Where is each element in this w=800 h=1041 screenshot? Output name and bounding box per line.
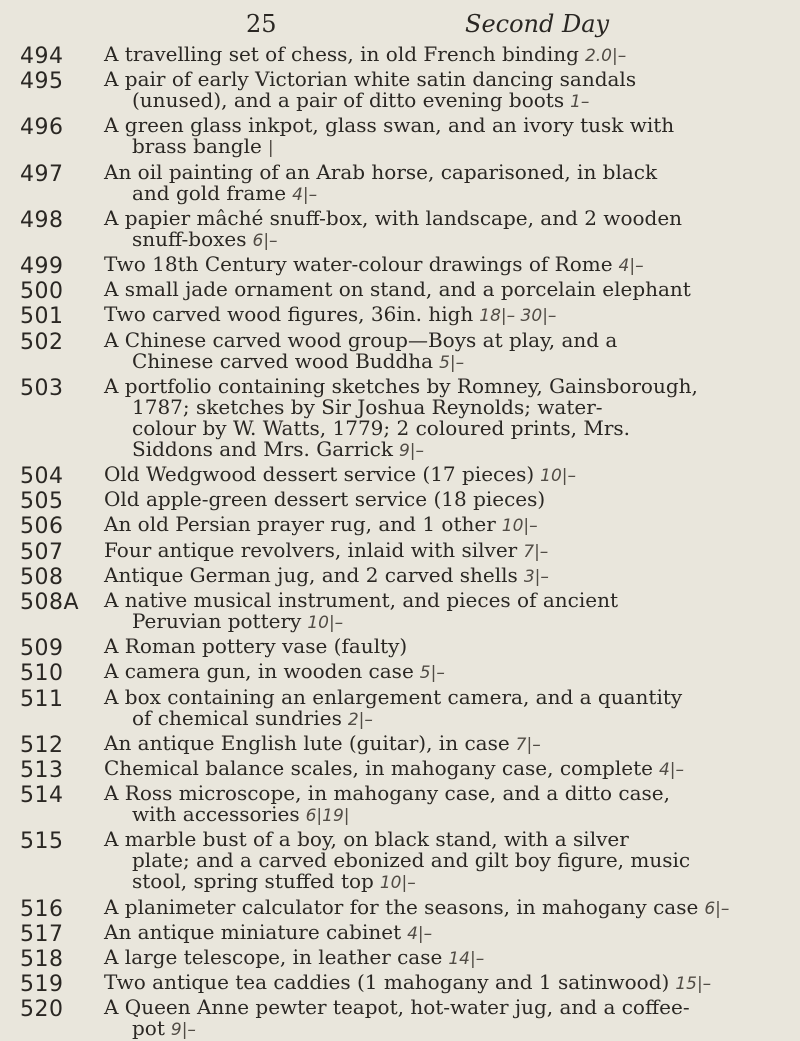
lot-description bbox=[104, 537, 784, 563]
lot-description-line: A Ross microscope, in mahogany case, and a ditto case, bbox=[104, 781, 670, 806]
lot-description-line: A papier mâché snuff-box, with landscape, and 2 wooden bbox=[104, 205, 683, 230]
lot-description-line: Siddons and Mrs. Garrick 9|– bbox=[132, 436, 425, 461]
lot-description-line: 1787; sketches by Sir Joshua Reynolds; water- bbox=[132, 394, 603, 419]
handwritten-price-note: 9|– bbox=[398, 440, 425, 461]
lot-description-line: colour by W. Watts, 1779; 2 coloured prints, Mrs. bbox=[132, 415, 631, 440]
lot-description-line: Two 18th Century water-colour drawings of Rome 4|– bbox=[104, 252, 644, 276]
lot-description-line: An antique miniature cabinet 4|– bbox=[104, 919, 433, 944]
lot-description bbox=[104, 684, 784, 731]
lot-description-line: Old apple-green dessert service (18 pieces) bbox=[104, 487, 546, 512]
running-title: Second Day bbox=[465, 10, 610, 38]
lot-number: 501 bbox=[20, 304, 64, 330]
lot-description-line: An old Persian prayer rug, and 1 other 10|– bbox=[104, 512, 538, 537]
handwritten-price-note: 4|– bbox=[407, 923, 433, 944]
handwritten-price-note: 14|– bbox=[448, 949, 485, 969]
lot-description bbox=[104, 562, 784, 588]
lot-number: 494 bbox=[20, 44, 64, 69]
handwritten-price-note: 2|– bbox=[347, 709, 373, 730]
lot-number: 511 bbox=[20, 686, 64, 712]
lot-description bbox=[104, 279, 784, 300]
lot-description bbox=[104, 894, 784, 920]
lot-description bbox=[104, 159, 784, 206]
lot-description bbox=[104, 829, 784, 894]
lot-description bbox=[104, 783, 784, 827]
lot-number: 500 bbox=[20, 279, 64, 305]
lot-description-line: (unused), and a pair of ditto evening boots 1– bbox=[132, 88, 590, 113]
handwritten-price-note: 4|– bbox=[618, 256, 644, 276]
lot-number: 495 bbox=[20, 69, 64, 95]
lot-number: 509 bbox=[20, 636, 64, 662]
handwritten-price-note: 5|– bbox=[439, 352, 465, 373]
handwritten-price-note: | bbox=[267, 138, 274, 159]
lot-description-line: Antique German jug, and 2 carved shells 3|– bbox=[104, 562, 549, 587]
lot-description-line: Four antique revolvers, inlaid with silver 7|– bbox=[104, 537, 549, 562]
handwritten-price-note: 10|– bbox=[379, 873, 416, 894]
handwritten-price-note: 6|– bbox=[704, 898, 730, 919]
lot-description-line: of chemical sundries 2|– bbox=[132, 705, 373, 730]
lot-description-line: snuff-boxes 6|– bbox=[132, 226, 278, 251]
lot-description bbox=[104, 205, 784, 252]
lot-description-line: A pair of early Victorian white satin dancing sandals bbox=[104, 67, 637, 92]
lot-description bbox=[104, 947, 784, 970]
lot-number: 507 bbox=[20, 539, 64, 565]
page-number: 25 bbox=[246, 10, 277, 38]
handwritten-price-note: 4|– bbox=[292, 184, 318, 205]
lot-description-line: plate; and a carved ebonized and gilt boy figure, music bbox=[132, 848, 691, 873]
lot-number: 508A bbox=[20, 590, 80, 615]
lot-number: 517 bbox=[20, 921, 64, 947]
lot-description-line: A camera gun, in wooden case 5|– bbox=[104, 659, 445, 684]
handwritten-price-note: 15|– bbox=[675, 974, 712, 995]
lot-description bbox=[104, 254, 784, 277]
lot-description bbox=[104, 327, 784, 374]
handwritten-price-note: 6|– bbox=[252, 230, 278, 251]
lot-number: 497 bbox=[20, 161, 64, 187]
lot-description-line: Peruvian pottery 10|– bbox=[132, 609, 344, 633]
lot-number: 496 bbox=[20, 115, 64, 141]
lot-description-line: A green glass inkpot, glass swan, and an ivory tusk with bbox=[104, 113, 675, 138]
lot-description bbox=[104, 997, 784, 1041]
lot-number: 498 bbox=[20, 207, 64, 233]
lot-number: 516 bbox=[20, 896, 64, 922]
handwritten-price-note: 18|– 30|– bbox=[479, 306, 557, 327]
lot-number: 512 bbox=[20, 732, 64, 758]
handwritten-price-note: 1– bbox=[570, 92, 590, 113]
lot-description-line: A box containing an enlargement camera, and a quantity bbox=[104, 684, 683, 709]
handwritten-price-note: 3|– bbox=[523, 566, 549, 587]
handwritten-price-note: 7|– bbox=[523, 541, 549, 562]
lot-description bbox=[104, 590, 784, 634]
lot-description bbox=[104, 730, 784, 756]
lot-description-line: A travelling set of chess, in old French binding 2.0|– bbox=[104, 42, 627, 66]
lot-number: 510 bbox=[20, 661, 64, 687]
lot-description bbox=[104, 464, 784, 487]
handwritten-price-note: 10|– bbox=[501, 516, 538, 537]
lot-number: 499 bbox=[20, 254, 64, 279]
handwritten-price-note: 5|– bbox=[419, 663, 445, 684]
lot-description-line: A planimeter calculator for the seasons, in mahogany case 6|– bbox=[104, 894, 730, 919]
lot-description-line: with accessories 6|19| bbox=[132, 802, 350, 827]
lot-description bbox=[104, 972, 784, 995]
lot-description-line: Chemical balance scales, in mahogany case, complete 4|– bbox=[104, 756, 684, 780]
lot-number: 513 bbox=[20, 758, 64, 783]
lot-description-line: A marble bust of a boy, on black stand, with a silver bbox=[104, 827, 629, 852]
lot-number: 502 bbox=[20, 329, 64, 355]
handwritten-price-note: 7|– bbox=[515, 734, 541, 755]
handwritten-price-note: 2.0|– bbox=[584, 46, 627, 66]
lot-number: 505 bbox=[20, 489, 64, 515]
lot-description-line: A small jade ornament on stand, and a porcelain elephant bbox=[104, 277, 691, 302]
lot-description-line: A Roman pottery vase (faulty) bbox=[104, 634, 408, 659]
lot-number: 518 bbox=[20, 947, 64, 972]
lot-description-line: A Chinese carved wood group—Boys at play, and a bbox=[104, 327, 618, 352]
lot-description-line: stool, spring stuffed top 10|– bbox=[132, 869, 416, 894]
lot-number: 519 bbox=[20, 972, 64, 998]
lot-description-line: brass bangle | bbox=[132, 134, 274, 159]
handwritten-price-note: 10|– bbox=[307, 613, 344, 633]
lot-number: 514 bbox=[20, 783, 64, 809]
lot-description bbox=[104, 44, 784, 67]
lot-description-line: Two antique tea caddies (1 mahogany and 1 satinwood) 15|– bbox=[104, 970, 712, 995]
lot-description-line: An oil painting of an Arab horse, caparisoned, in black bbox=[104, 159, 658, 184]
lot-number: 520 bbox=[20, 997, 64, 1023]
lot-description-line: A large telescope, in leather case 14|– bbox=[104, 945, 485, 969]
lot-description bbox=[104, 919, 784, 945]
handwritten-price-note: 10|– bbox=[540, 466, 576, 486]
lot-description bbox=[104, 304, 784, 327]
lot-description-line: A Queen Anne pewter teapot, hot-water jug, and a coffee- bbox=[104, 995, 690, 1020]
lot-description-line: Two carved wood figures, 36in. high 18|– 30|– bbox=[104, 302, 557, 327]
lot-description bbox=[104, 636, 784, 657]
lot-description bbox=[104, 69, 784, 113]
lot-description bbox=[104, 514, 784, 537]
lot-description bbox=[104, 115, 784, 159]
lot-description-line: A portfolio containing sketches by Romney, Gainsborough, bbox=[104, 373, 698, 398]
page-header bbox=[0, 4, 800, 44]
lot-description-line: An antique English lute (guitar), in case 7|– bbox=[104, 730, 541, 755]
lot-description-line: Chinese carved wood Buddha 5|– bbox=[132, 348, 465, 373]
handwritten-price-note: 9|– bbox=[170, 1020, 196, 1041]
handwritten-price-note: 6|19| bbox=[305, 806, 350, 827]
lot-number: 503 bbox=[20, 375, 64, 401]
lot-description bbox=[104, 489, 784, 510]
lot-description-line: A native musical instrument, and pieces of ancient bbox=[104, 588, 618, 612]
handwritten-price-note: 4|– bbox=[658, 760, 684, 780]
lot-description bbox=[104, 373, 784, 462]
lot-number: 504 bbox=[20, 464, 64, 489]
lot-number: 508 bbox=[20, 564, 64, 590]
lot-description-line: Old Wedgwood dessert service (17 pieces) 10|– bbox=[104, 462, 576, 486]
lot-description-line: pot 9|– bbox=[132, 1016, 196, 1041]
lot-description bbox=[104, 661, 784, 684]
lot-description bbox=[104, 758, 784, 781]
lot-description-line: and gold frame 4|– bbox=[132, 180, 318, 205]
lot-number: 506 bbox=[20, 514, 64, 540]
lot-number: 515 bbox=[20, 829, 64, 855]
